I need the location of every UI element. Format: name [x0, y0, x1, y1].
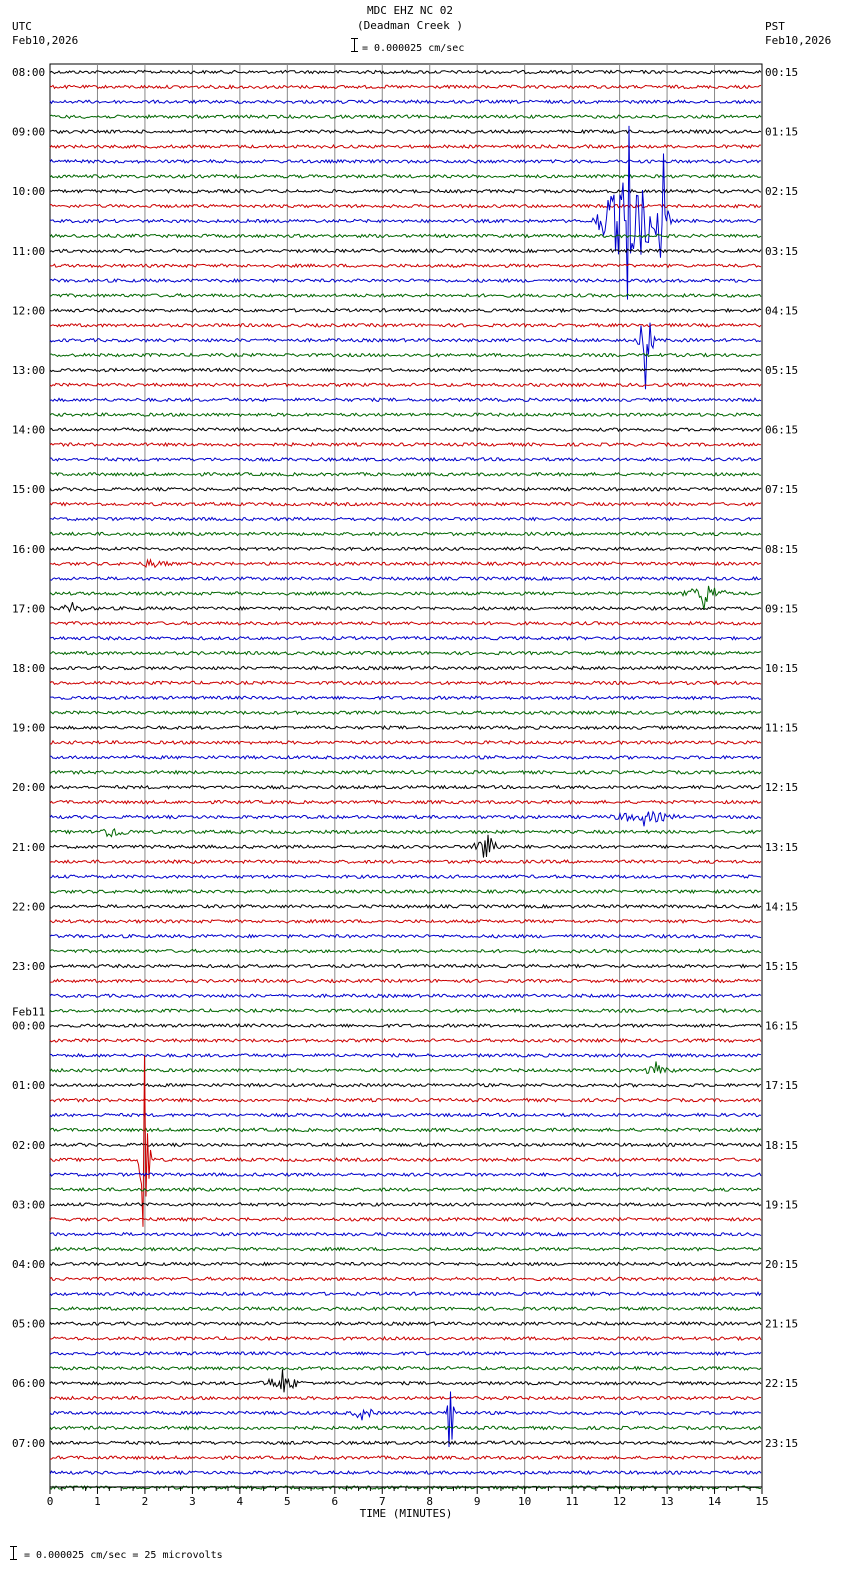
seismic-trace — [50, 1056, 761, 1227]
seismic-trace — [50, 324, 761, 327]
x-tick-label: 9 — [473, 1494, 481, 1508]
pst-hour-label: 10:15 — [765, 662, 799, 675]
utc-hour-label: 10:00 — [12, 185, 46, 199]
utc-hour-label: 14:00 — [12, 423, 46, 437]
scale-label: = 0.000025 cm/sec — [362, 43, 465, 54]
seismic-trace — [50, 503, 761, 506]
seismic-trace — [50, 130, 761, 133]
utc-label: UTC — [12, 20, 32, 33]
seismic-trace — [50, 145, 761, 148]
seismic-trace — [50, 666, 761, 669]
pst-hour-label: 23:15 — [765, 1436, 799, 1450]
seismic-trace — [50, 1218, 761, 1221]
seismic-trace — [50, 294, 761, 297]
pst-hour-label: 04:15 — [765, 304, 799, 318]
footer-scale-icon — [10, 1546, 17, 1560]
pst-hour-label: 01:15 — [765, 125, 799, 139]
seismic-trace — [50, 681, 761, 684]
utc-hour-label: 02:00 — [12, 1138, 46, 1152]
station-title: MDC EHZ NC 02 — [366, 4, 454, 17]
utc-date: Feb10,2026 — [12, 34, 79, 47]
pst-hour-label: 12:15 — [765, 781, 799, 795]
seismic-trace — [50, 70, 761, 73]
pst-hour-label: 00:15 — [765, 66, 799, 79]
seismic-trace — [50, 1426, 761, 1429]
x-tick-label: 13 — [660, 1494, 674, 1508]
seismic-trace — [50, 860, 761, 863]
seismic-trace — [50, 1233, 761, 1236]
seismic-trace — [50, 234, 761, 237]
utc-hour-label: 13:00 — [12, 364, 46, 377]
pst-hour-label: 19:15 — [765, 1198, 799, 1212]
seismic-trace — [50, 950, 761, 953]
utc-hour-label: 23:00 — [12, 960, 46, 973]
seismic-trace — [50, 383, 761, 386]
seismic-trace — [50, 696, 761, 699]
pst-hour-label: 13:15 — [765, 840, 799, 854]
seismic-trace — [50, 964, 761, 967]
seismic-trace — [50, 726, 761, 729]
pst-hour-label: 07:15 — [765, 483, 799, 497]
x-tick-label: 10 — [518, 1494, 532, 1508]
seismic-trace — [50, 771, 761, 774]
x-tick-label: 15 — [755, 1494, 769, 1508]
seismic-trace — [50, 100, 761, 103]
x-tick-label: 4 — [236, 1494, 244, 1508]
site-name: (Deadman Creek ) — [357, 19, 463, 32]
seismic-trace — [50, 1084, 761, 1087]
utc-hour-label: 11:00 — [12, 244, 46, 258]
seismic-trace — [50, 1277, 761, 1280]
utc-hour-label: 06:00 — [12, 1377, 46, 1391]
seismic-trace — [50, 741, 761, 744]
chart-x-axis — [47, 1487, 769, 1520]
seismic-trace — [50, 602, 761, 611]
utc-hour-label: 22:00 — [12, 900, 46, 914]
pst-hour-label: 15:15 — [765, 960, 799, 973]
seismic-trace — [50, 1337, 761, 1340]
x-tick-label: 12 — [612, 1494, 627, 1508]
utc-hour-label: 03:00 — [12, 1198, 46, 1212]
seismic-trace — [50, 1188, 761, 1191]
seismic-trace — [50, 1099, 761, 1102]
utc-hour-label: 18:00 — [12, 662, 46, 675]
utc-hour-label: 00:00 — [12, 1019, 46, 1033]
seismic-trace — [50, 920, 761, 923]
seismic-trace — [50, 979, 761, 982]
utc-hour-label: 21:00 — [12, 840, 46, 854]
seismic-trace — [50, 622, 761, 625]
seismic-trace — [50, 532, 761, 535]
seismic-trace — [50, 517, 761, 520]
utc-hour-label: 09:00 — [12, 125, 46, 139]
seismic-trace — [50, 875, 761, 878]
seismic-trace — [50, 473, 761, 476]
utc-hour-label: 16:00 — [12, 542, 46, 556]
seismic-trace — [50, 1173, 761, 1176]
x-tick-label: 7 — [378, 1494, 386, 1508]
seismic-trace — [50, 1024, 761, 1027]
seismic-trace — [50, 160, 761, 163]
seismic-trace — [50, 354, 761, 357]
seismic-trace — [50, 443, 761, 446]
seismic-trace — [50, 905, 761, 908]
seismic-trace — [50, 637, 761, 640]
utc-hour-label: 19:00 — [12, 721, 46, 735]
seismic-trace — [50, 249, 761, 252]
chart-traces — [50, 70, 761, 1489]
seismic-trace — [50, 1292, 761, 1295]
pst-label: PST — [765, 20, 785, 33]
seismic-trace — [50, 1203, 761, 1206]
seismic-trace — [50, 1322, 761, 1325]
pst-hour-label: 11:15 — [765, 721, 799, 735]
seismic-trace — [50, 547, 761, 550]
seismic-trace — [50, 1367, 761, 1370]
seismic-trace — [50, 890, 761, 893]
seismic-trace — [50, 175, 761, 178]
seismic-trace — [50, 85, 761, 88]
utc-hour-label: 01:00 — [12, 1079, 46, 1093]
utc-hour-label: 04:00 — [12, 1258, 46, 1271]
utc-hour-label: 17:00 — [12, 602, 46, 616]
seismic-trace — [50, 264, 761, 267]
x-tick-label: 5 — [284, 1494, 291, 1508]
seismic-trace — [50, 935, 761, 938]
x-tick-label: 6 — [331, 1494, 339, 1508]
seismic-trace — [50, 835, 761, 858]
x-tick-label: 3 — [189, 1494, 196, 1508]
seismic-trace — [50, 1009, 761, 1012]
pst-hour-label: 14:15 — [765, 900, 799, 914]
utc-hour-label: 12:00 — [12, 304, 46, 318]
seismic-trace — [50, 1039, 761, 1042]
seismic-trace — [50, 1128, 761, 1131]
seismic-trace — [50, 1143, 761, 1146]
x-tick-label: 14 — [707, 1494, 722, 1508]
pst-date: Feb10,2026 — [765, 34, 832, 47]
seismic-trace — [50, 1054, 761, 1057]
seismic-trace — [50, 1352, 761, 1355]
pst-hour-label: 06:15 — [765, 423, 799, 437]
seismic-trace — [50, 711, 761, 714]
pst-hour-label: 16:15 — [765, 1019, 799, 1033]
pst-hour-label: 21:15 — [765, 1317, 799, 1331]
pst-hour-label: 20:15 — [765, 1258, 799, 1271]
seismic-trace — [50, 115, 761, 118]
seismic-trace — [50, 1397, 761, 1400]
seismic-trace — [50, 279, 761, 282]
seismic-trace — [50, 652, 761, 655]
seismic-trace — [50, 458, 761, 461]
pst-hour-label: 02:15 — [765, 185, 799, 199]
seismic-trace — [50, 190, 761, 193]
plot-frame — [50, 64, 762, 1487]
seismic-trace — [50, 205, 761, 208]
seismic-trace — [50, 1062, 761, 1074]
seismic-trace — [50, 398, 761, 401]
pst-hour-label: 05:15 — [765, 364, 799, 377]
seismic-trace — [50, 368, 761, 371]
seismic-trace — [50, 994, 761, 997]
pst-hour-label: 22:15 — [765, 1377, 799, 1391]
seismic-trace — [50, 786, 761, 789]
seismic-trace — [50, 756, 761, 759]
seismic-trace — [50, 126, 761, 300]
seismic-trace — [50, 1369, 761, 1392]
date-change-label: Feb11 — [12, 1005, 46, 1019]
pst-hour-label: 18:15 — [765, 1138, 799, 1152]
seismic-trace — [50, 560, 761, 568]
pst-hour-label: 08:15 — [765, 542, 799, 556]
seismic-trace — [50, 488, 761, 491]
x-axis-title: TIME (MINUTES) — [359, 1506, 453, 1520]
seismic-trace — [50, 1113, 761, 1116]
seismic-trace — [50, 829, 761, 837]
utc-hour-label: 15:00 — [12, 483, 46, 497]
seismic-trace — [50, 1248, 761, 1251]
x-tick-label: 8 — [426, 1494, 434, 1508]
utc-hour-label: 08:00 — [12, 66, 46, 79]
seismic-trace — [50, 1307, 761, 1310]
x-tick-label: 0 — [46, 1494, 54, 1508]
chart-grid — [50, 64, 762, 1487]
x-tick-label: 1 — [94, 1494, 101, 1508]
pst-hour-label: 17:15 — [765, 1079, 799, 1093]
seismic-trace — [50, 1262, 761, 1265]
seismic-trace — [50, 309, 761, 312]
seismic-trace — [50, 1471, 761, 1474]
footer-scale-note: = 0.000025 cm/sec = 25 microvolts — [24, 1550, 223, 1561]
seismic-trace — [50, 801, 761, 804]
seismic-trace — [50, 812, 761, 827]
seismic-trace — [50, 428, 761, 431]
seismic-trace — [50, 577, 761, 580]
seismic-trace — [50, 1441, 761, 1444]
x-tick-label: 2 — [141, 1494, 149, 1508]
utc-hour-label: 20:00 — [12, 781, 46, 795]
utc-hour-label: 07:00 — [12, 1436, 46, 1450]
seismic-trace — [50, 323, 761, 390]
utc-hour-label: 05:00 — [12, 1317, 46, 1331]
pst-hour-label: 09:15 — [765, 602, 799, 616]
seismic-trace — [50, 413, 761, 416]
seismic-trace — [50, 1456, 761, 1459]
pst-hour-label: 03:15 — [765, 244, 799, 258]
x-tick-label: 11 — [565, 1494, 579, 1508]
